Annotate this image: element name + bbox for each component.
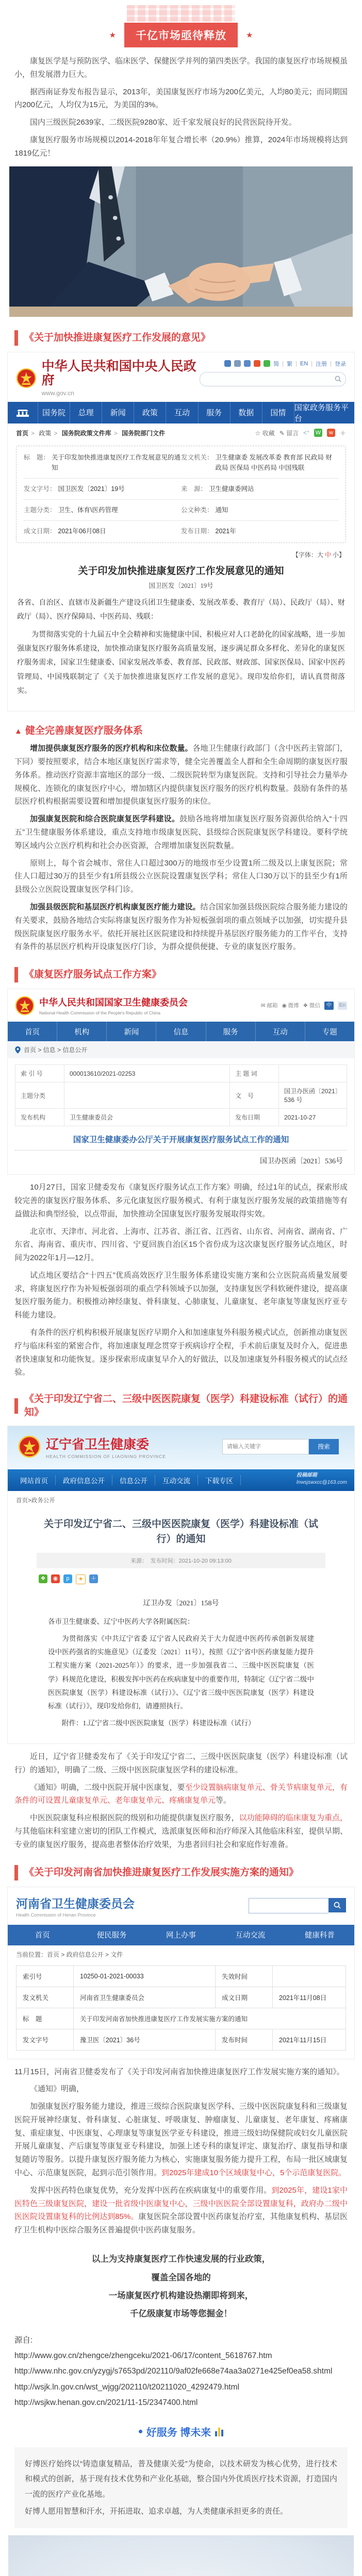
document-body: 为贯彻落实党的十九届五中全会精神和实施健康中国、积极应对人口老龄化的国家战略，进一步加强康复医疗服务体系建设，加快推动康复医疗服务高质量发展，逐步满足群众多样化、差异化的康复医疗服务需求，国家卫生健康委、国家发展改革委、教育部、民政部、财政部、国家医保局、国家中医药管理局、中国残联制定了《关于加快推进康复医疗工作发展的意见》。现印发给你们，请认真贯彻落实。 (17, 631, 345, 695)
handshake-photo (9, 166, 353, 317)
govcn-nav-guoqing[interactable]: 国情 (262, 402, 294, 423)
meta-label: 发文字号 (17, 2029, 74, 2050)
breadcrumb-dept-files[interactable]: 国务院部门文件 (122, 429, 166, 437)
nhc-nav-hudong[interactable]: 互动 (255, 1022, 305, 1041)
section-heading-liaoning (14, 1393, 348, 1419)
document-salutation: 各省、自治区、直辖市及新疆生产建设兵团卫生健康委、发展改革委、教育厅（局）、民政厅（局）、财政厅（局）、医疗保障局、中医药局、残联： (17, 599, 345, 621)
meta-label: 主 题 词 (230, 1065, 279, 1082)
nhc-nav-home[interactable]: 首页 (25, 1028, 40, 1037)
henan-site-title: 河南省卫生健康委员会 (16, 1896, 135, 1910)
mail-icon[interactable] (224, 360, 231, 367)
source-label: 源自: (14, 2335, 33, 2345)
govcn-nav-zongli[interactable]: 总理 (70, 402, 102, 423)
lang-zh-toggle[interactable]: 中 (324, 1002, 334, 1010)
meta-label: 成文日期： (24, 527, 56, 535)
national-emblem-icon (15, 996, 35, 1015)
red-bar-icon (14, 1398, 18, 1414)
nhc-nav (8, 1022, 354, 1041)
search-input[interactable] (222, 1439, 309, 1454)
font-size-selector: 【字体：大 中 小】 (292, 551, 345, 558)
pilot-paragraph: 有条件的医疗机构积极开展康复医疗早期介入和加速康复外科服务模式试点，创新推动康复医疗与临床科室的紧密合作，将加速康复理念贯穿于疾病诊疗全程，手术前后康复及时介入，促进患者快速康复和功能恢复。逐步探索形成康复早介入的好做法，以及加速康复外科服务模式的试点经验。 (14, 1328, 348, 1377)
opinion-paragraph-highlight: 原则上，每个省会城市、常住人口超过300万的地级市至少设置1所二级及以上康复医院；常住人口超过30万的县至少有1所县级公立医院设置康复医学科；常住人口30万以下的县至少有1所县级公立医院设置康复医学科门诊。 (14, 858, 348, 894)
pilot-paragraph-highlight: 北京市、天津市、河北省、上海市、江苏省、浙江省、江西省、山东省、河南省、湖南省、广东省、海南省、重庆市、四川省、宁夏回族自治区15个省份成为这次康复医疗服务试点地区，时间为2022年1月—12月。 (14, 1227, 348, 1263)
register-link[interactable]: 注册 (316, 361, 327, 367)
lang-traditional-link[interactable]: 繁 (287, 361, 293, 367)
meta-value: 2021-10-27 (279, 1109, 347, 1126)
meta-value: 关于印发河南省加快推进康复医疗工作发展实施方案的通知 (74, 2008, 346, 2029)
opinion-paragraph: 增加提供康复医疗服务的医疗机构和床位数量。各地卫生健康行政部门（含中医药主管部门，下同）要按照要求，结合本地区康复医疗需求等，健全完善覆盖全人群和全生命周期的康复医疗服务体系。推动医疗资源丰富地区的部分一级、二级医院转型为康复医院。支持和引导社会力量举办规模化、连锁化的康复医疗中心，增加辖区内提供康复医疗服务的医疗机构数量。鼓励有条件的基层医疗机构根据需要设置和增加提供康复医疗服务的床位。 (14, 744, 348, 806)
meta-value: 2021年06月08日 (58, 527, 106, 535)
qzone-share-icon[interactable]: p (63, 1574, 72, 1583)
wechat-share-icon[interactable]: ❖ (39, 1574, 47, 1583)
meta-label: 发布机构 (15, 1109, 64, 1126)
govcn-header: 中华人民共和国中央人民政府 www.gov.cn 简 | 繁 | EN | 注册 | 登录 (8, 352, 354, 402)
weibo-icon[interactable] (254, 360, 260, 367)
meta-value: 豫卫医〔2021〕36号 (74, 2029, 216, 2050)
liaoning-screenshot (7, 1426, 355, 1744)
henan-logo[interactable] (16, 1894, 135, 1918)
section-heading-text: 《关于印发河南省加快推进康复医疗工作发展实施方案的通知》 (24, 1867, 299, 1878)
meta-label: 主题分类 (15, 1082, 64, 1109)
govcn-nav-zhengce[interactable]: 政策 (134, 402, 166, 423)
search-button[interactable]: 搜索 (309, 1439, 339, 1454)
liaoning-site-title: 辽宁省卫生健康委 (46, 1437, 150, 1452)
nhc-nav-xinwen[interactable]: 新闻 (106, 1022, 156, 1041)
handshake-illustration (9, 166, 353, 317)
govcn-nav (8, 402, 354, 423)
red-bar-icon (14, 967, 18, 982)
intro-paragraph: 康复医疗服务市场规模以2014-2018年年复合增长率（20.9%）推算，2024年市场规模将达到1819亿元！ (14, 135, 348, 158)
govcn-nav-service-platform[interactable]: 国家政务服务平台 (294, 402, 354, 423)
liaoning-nav-home[interactable]: 网站首页 (13, 1475, 56, 1485)
henan-screenshot (7, 1887, 355, 2059)
govcn-nav-fuwu[interactable]: 服务 (198, 402, 230, 423)
meta-value: 2021年 (215, 527, 236, 535)
section-heading-henan (14, 1865, 348, 1880)
nhc-breadcrumb[interactable]: 首页 > 信息 > 信息公开 (8, 1041, 354, 1058)
meta-value: 卫生健康委网站 (209, 485, 254, 493)
henan-nav (8, 1925, 354, 1945)
mailbox-info: 投稿邮箱 lnwsjswxcc@163.com (297, 1472, 347, 1485)
liaoning-nav-download[interactable]: 下载专区 (198, 1475, 241, 1485)
meta-value: 卫生健康委 发展改革委 教育部 民政局 财政局 医保局 中医药局 中国残联 (215, 453, 332, 471)
red-bar-icon (14, 1865, 18, 1880)
pilot-paragraph: 试点地区要结合“十四五”优质高效医疗卫生服务体系建设实施方案和公立医院高质量发展要求，将康复医疗作为补短板强弱项的重点学科领域予以加强，支持康复医学科软硬件建设，提高康复医疗服务能力。积极推动神经康复、骨科康复、心肺康复、儿童康复、老年康复等康复医疗亚专科能力建设。 (14, 1270, 348, 1320)
opinion-paragraph: 加强县级医院和基层医疗机构康复医疗能力建设。结合国家加强县级医院综合服务能力建设的有关要求，鼓励各地结合实际将康复医疗服务作为补短板强弱项的重点领域予以加强，切实提升县级医院康复医疗服务水平。依托开展社区医院建设和持续提升基层医疗服务能力的工作平台，支持有条件的基层医疗机构开设康复医疗门诊，为群众提供便捷、专业的康复医疗服务。 (14, 902, 348, 952)
company-intro-paragraph: 好博医疗始终以“铸造康复精品，普及健康关爱”为使命，以技术研发为核心优势，进行技术和模式的创新，基于现有技术优势和产业化基础，整合国内外优质医疗技术资源，打造国内一流的医疗产业化基地。 (25, 2460, 337, 2499)
document-attachment: 附件：1.辽宁省二级中医医院康复（医学）科建设标准（试行） (62, 1719, 255, 1727)
weibo-share-icon[interactable]: w (327, 429, 335, 437)
meta-label: 公文种类： (181, 506, 213, 514)
govcn-nav-shuju[interactable]: 数据 (230, 402, 262, 423)
lang-en-toggle[interactable]: En (338, 1002, 347, 1010)
more-share-icon[interactable]: ＋ (89, 1574, 98, 1583)
liaoning-nav-info[interactable]: 信息公开 (112, 1475, 155, 1485)
search-input[interactable] (249, 1898, 328, 1913)
nhc-logo[interactable] (15, 995, 188, 1015)
meta-value: 卫生健康委员会 (64, 1109, 230, 1126)
henan-paragraph: 加强康复医疗服务能力建设，推进三级综合医院康复医学科、三级中医医院康复科和三级康复医院开展神经康复、骨科康复、心脏康复、呼吸康复、肿瘤康复、儿童康复、老年康复、疼痛康复、重症康复、中医康复、心理康复等康复医学亚专科建设，推进三级妇幼保健院或妇女儿童医院开展儿童康复、产后康复等康复亚专科建设，加强上述专科的康复评定、康复治疗、康复指导和康复随访等服务。以提升康复医疗服务能力为核心，实施康复服务能力提升工程，布局一批区域康复中心、示范康复医院，起到示范引领作用。到2025年建成10个区域康复中心，5个示范康复医院。 (14, 2102, 348, 2178)
document-title: 关于印发辽宁省二、三级中医医院康复（医学）科建设标准（试行）的通知 (44, 1518, 319, 1545)
meta-label: 发文机关 (17, 1987, 74, 2008)
nhc-nav-xinxi[interactable]: 信息 (156, 1022, 205, 1041)
intro-paragraph: 国内三级医院2639家、二级医院9280家、近千家发展良好的民营医院待开发。 (30, 118, 297, 127)
nhc-nav-zhuanti[interactable]: 专题 (305, 1022, 354, 1041)
govcn-site-url: www.gov.cn (41, 389, 74, 397)
henan-paragraph: 11月15日，河南省卫健委发布了《关于印发河南省加快推进康复医疗工作发展实施方案的通知》。 (14, 2067, 344, 2076)
meta-label: 索 引 号 (15, 1065, 64, 1082)
source-url[interactable]: http://wsjkw.henan.gov.cn/2021/11-15/2347400.html (14, 2398, 198, 2407)
document-title: 关于印发加快推进康复医疗工作发展意见的通知 (78, 565, 284, 577)
meta-value: 卫生、体育\医药管理 (58, 506, 118, 514)
opinion-paragraph: 加强康复医院和综合医院康复医学科建设。鼓励各地将增加康复医疗服务资源供给纳入“十四五”卫生健康服务体系建设，重点支持地市级康复医院、县级综合医院康复医学科建设。要科学统筹区域内公立医疗机构和社会办医资源，合理增加康复医院数量。 (14, 815, 348, 850)
font-medium-button[interactable]: 中 (324, 551, 331, 558)
meta-value: 国卫医发〔2021〕19号 (58, 485, 125, 493)
source-url[interactable]: http://wsjk.ln.gov.cn/wst_wjgg/202110/t20211020_4292479.html (14, 2382, 240, 2392)
breadcrumb-library[interactable]: 国务院政策文件库 (61, 429, 111, 437)
document-body: 为贯彻落实《中共辽宁省委 辽宁省人民政府关于大力促进中医药传承创新发展建设中医药强省的实施意见》（辽委发〔2021〕11号），按照《辽宁省中医药康复能力提升工程实施方案（2021-2025年）》的要求，进一步加强我省二、三级中医医院康复（医学）科规范化建设，积极发挥中医药在疾病康复中的重要作用，特制定《辽宁省二级中医医院康复（医学）科建设标准（试行）》、《辽宁省三级中医医院康复（医学）科建设标准（试行）》，现印发给你们，请遵照执行。 (48, 1634, 314, 1710)
headline-badge: 千亿市场亟待释放 (124, 23, 238, 47)
source-url[interactable]: http://www.nhc.gov.cn/yzygj/s7653pd/202110/9af02fe668e74aa3a0271e425ef0ea58.shtml (14, 2367, 333, 2376)
document-meta-card (16, 446, 346, 543)
henan-site-subtitle: Health Commission of Henan Province (16, 1912, 96, 1918)
mobile-icon[interactable] (244, 360, 251, 367)
henan-meta-table (16, 1965, 346, 2050)
home-building-icon[interactable] (8, 402, 38, 423)
govcn-nav-guowuyuan[interactable]: 国务院 (38, 402, 70, 423)
meta-label: 失效时间 (216, 1965, 273, 1987)
section-heading-text: 《康复医疗服务试点工作方案》 (24, 969, 162, 980)
henan-nav-home[interactable]: 首页 (35, 1931, 50, 1940)
intro-paragraph: 康复医学是与预防医学、临床医学、保健医学并列的第四类医学。我国的康复医疗市场规模虽小，但发展潜力巨大。 (14, 57, 348, 79)
meta-value: 河南省卫生健康委员会 (74, 1987, 216, 2008)
meta-label: 发布日期 (230, 1109, 279, 1126)
meta-label: 文 号 (230, 1082, 279, 1109)
liaoning-paragraph: 中医医院康复科应根据医院的级别和功能提供康复医疗服务，以功能障碍的临床康复为重点，与其他临床科室建立密切的团队工作模式，选派康复医师和治疗师深入其他临床科室，提供早期、专业的康复医疗服务，提高患者整体治疗效果，为患者回归社会和家庭作好准备。 (14, 1814, 348, 1849)
dot-icon (139, 2430, 142, 2433)
brand-tagline: 好服务 博未来 (14, 2424, 348, 2439)
company-intro-paragraph: 好博人愿用智慧和汗水，开拓进取、追求卓越，为人类健康承担更多的责任。 (25, 2506, 288, 2516)
font-large-button[interactable]: 大 (317, 551, 323, 558)
lang-en-link[interactable]: EN (300, 360, 308, 367)
nhc-site-title: 中华人民共和国国家卫生健康委员会 (39, 997, 188, 1008)
meta-value (273, 1965, 346, 1987)
meta-value: 2021年11月15日 (273, 2029, 346, 2050)
tiananmen-icon (16, 408, 29, 418)
meta-value: 10250-01-2021-00033 (74, 1965, 216, 1987)
section-heading-pilot (14, 967, 348, 982)
meta-label: 主题分类： (24, 506, 56, 514)
meta-value: 关于印发加快推进康复医疗工作发展意见的通知 (52, 453, 181, 471)
meta-label: 发文字号： (24, 485, 56, 493)
document-salutation: 各市卫生健康委、辽宁中医药大学各附属医院： (48, 1618, 194, 1626)
national-emblem-icon (18, 1435, 41, 1458)
login-link[interactable]: 登录 (335, 361, 346, 367)
haobro-logo-image (8, 2535, 354, 2576)
henan-nav-online[interactable]: 网上办事 (166, 1931, 196, 1940)
source-url[interactable]: http://www.gov.cn/zhengce/zhengceku/2021-06/17/content_5618767.htm (14, 2351, 272, 2361)
govcn-site-title: 中华人民共和国中央人民政府 (41, 359, 196, 388)
location-pin-icon (15, 1046, 21, 1054)
meta-label: 发布日期： (181, 527, 213, 535)
govcn-search-box[interactable] (200, 372, 346, 386)
document-number: 辽卫办发〔2021〕158号 (143, 1600, 219, 1608)
henan-nav-service[interactable]: 便民服务 (96, 1931, 127, 1940)
nhc-nav-fuwu[interactable]: 服务 (206, 1022, 255, 1041)
meta-value: 通知 (215, 506, 228, 514)
liaoning-paragraph: 《通知》明确，二级中医院开展中医康复，要至少设置脑病康复单元、骨关节病康复单元，有条件的可设置儿童康复单元、老年康复单元、疼痛康复单元等。 (14, 1783, 348, 1805)
mail-link[interactable]: ✉ 邮箱 (260, 1003, 278, 1009)
more-share-icon[interactable]: ＋ (339, 429, 346, 437)
subsection-heading: ▲ 健全完善康复医疗服务体系 (14, 725, 143, 737)
closing-statement: 以上为支持康复医疗工作快速发展的行业政策， 覆盖全国各地的 一场康复医疗机构建设热潮即将到来， 千亿级康复市场等您掘金！ (91, 2255, 271, 2319)
henan-nav-health[interactable]: 健康科普 (304, 1931, 335, 1940)
search-icon (335, 376, 341, 382)
wechat-share-icon[interactable]: W (314, 429, 322, 437)
comment-button[interactable]: ✎ 留言 (279, 429, 299, 437)
weibo-share-icon[interactable]: ◉ (51, 1574, 60, 1583)
henan-paragraph: 《通知》明确， (30, 2084, 85, 2094)
pilot-paragraph: 10月27日，国家卫健委发布《康复医疗服务试点工作方案》明确，经过1年的试点，探索形成较完善的康复医疗服务体系、多元化康复医疗服务模式、有利于康复医疗服务发展的政策措施等有益做法和典型经验，以点带面，加快推动全国康复医疗服务发展取得实效。 (14, 1183, 348, 1218)
red-bar-icon (14, 330, 18, 346)
section-heading-text: 《关于印发辽宁省二、三级中医医院康复（医学）科建设标准（试行）的通知》 (24, 1394, 348, 1418)
liaoning-site-subtitle: HEALTH COMMISSION OF LIAONING PROVINCE (46, 1453, 166, 1459)
meta-label: 发布时间 (216, 2029, 273, 2050)
meta-value (64, 1082, 230, 1109)
lang-simplified-link[interactable]: 简 (273, 361, 279, 367)
search-icon (334, 1902, 341, 1909)
liaoning-logo[interactable] (18, 1434, 166, 1459)
meta-value: 000013610/2021-02253 (64, 1065, 230, 1082)
liaoning-breadcrumb[interactable]: 首页>政务公开 (16, 1497, 55, 1504)
meta-label: 索引号 (17, 1965, 74, 1987)
print-icon[interactable] (234, 360, 241, 367)
wechat-link[interactable]: ❖ 微信 (303, 1003, 320, 1009)
meta-label: 成文日期 (216, 1987, 273, 2008)
govcn-nav-xinwen[interactable]: 新闻 (102, 402, 134, 423)
meta-label: 标 题 (17, 2008, 74, 2029)
nhc-site-subtitle: National Health Commission of the People's Republic of China (39, 1010, 161, 1016)
henan-nav-interact[interactable]: 互动交流 (235, 1931, 266, 1940)
headline-badge-row (0, 23, 362, 47)
meta-label: 标 题： (24, 453, 50, 461)
breadcrumb-policy[interactable]: 政策 (39, 429, 52, 437)
henan-breadcrumb[interactable]: 当前位置：首页 > 政府信息公开 > 文件 (16, 1951, 123, 1958)
liaoning-nav-gov-info[interactable]: 政府信息公开 (56, 1475, 112, 1485)
search-button[interactable] (328, 1898, 346, 1912)
nhc-screenshot (7, 989, 355, 1175)
company-intro-box (14, 2447, 348, 2528)
govcn-logo[interactable] (16, 360, 200, 397)
intro-paragraph: 据西南证券发布报告显示，2013年，美国康复医疗市场为200亿美元，人均80美元；而同期国内200亿元，人均仅为15元，为美国的3%。 (14, 87, 348, 110)
liaoning-nav-interact[interactable]: 互动交流 (155, 1475, 198, 1485)
bar-chart-icon (215, 2427, 223, 2436)
document-number: 国卫办医函〔2021〕536号 (260, 1158, 343, 1166)
meta-value (279, 1065, 347, 1082)
section-heading-text: 《关于加快推进康复医疗工作发展的意见》 (24, 332, 211, 343)
triangle-icon: ▲ (14, 727, 22, 736)
meta-label: 发文机关： (181, 453, 213, 461)
star-icon: ★ (246, 31, 253, 40)
source-links (14, 2333, 348, 2411)
breadcrumb: 首页 > 政策 > 国务院政策文件库 > 国务院部门文件 (16, 429, 166, 437)
document-number: 国卫医发〔2021〕19号 (149, 582, 213, 590)
pink-mosaic-decoration (127, 5, 235, 22)
liaoning-nav (8, 1469, 354, 1491)
nhc-nav-jigou[interactable]: 机构 (57, 1022, 106, 1041)
document-meta: 来源： 发布时间：2021-10-20 09:13:00 (37, 1553, 325, 1568)
meta-value: 2021年11月08日 (273, 1987, 346, 2008)
meta-value: 国卫办医函〔2021〕536 号 (279, 1082, 347, 1109)
favorite-star-icon[interactable]: ★ (76, 1574, 86, 1584)
section-heading-opinion (14, 330, 348, 346)
star-icon: ★ (109, 31, 116, 40)
document-title: 国家卫生健康委办公厅关于开展康复医疗服务试点工作的通知 (73, 1136, 289, 1145)
govcn-screenshot (7, 352, 355, 712)
national-emblem-icon (16, 367, 37, 389)
font-small-button[interactable]: 小 (332, 551, 339, 558)
weibo-link[interactable]: ◉ 微博 (282, 1003, 299, 1009)
meta-label: 来 源： (181, 485, 207, 493)
govcn-nav-hudong[interactable]: 互动 (166, 402, 198, 423)
share-icon[interactable]: <° (303, 429, 309, 437)
wechat-icon[interactable] (264, 360, 270, 367)
liaoning-paragraph: 近日，辽宁省卫健委发布了《关于印发辽宁省二、三级中医医院康复（医学）科建设标准（试行）的通知》，明确了二级、三级中医医院康复医学科的建设标准。 (14, 1752, 348, 1774)
henan-paragraph: 发挥中医药特色康复优势，充分发挥中医药在疾病康复中的重要作用。到2025年，建设1家中医特色三级康复医院，建设一批省级中医康复中心，三级中医医院全部设置康复科，政府办二级中医医院设置康复科的比例达到85%。康复医院全部设置中医药康复治疗室，其他康复机构、基层医疗卫生机构中医综合服务区普遍提供中医药康复服务。 (14, 2185, 348, 2235)
breadcrumb-home[interactable]: 首页 (16, 429, 29, 437)
favorite-button[interactable]: ☆ 收藏 (255, 429, 275, 437)
nhc-meta-table (15, 1064, 347, 1126)
